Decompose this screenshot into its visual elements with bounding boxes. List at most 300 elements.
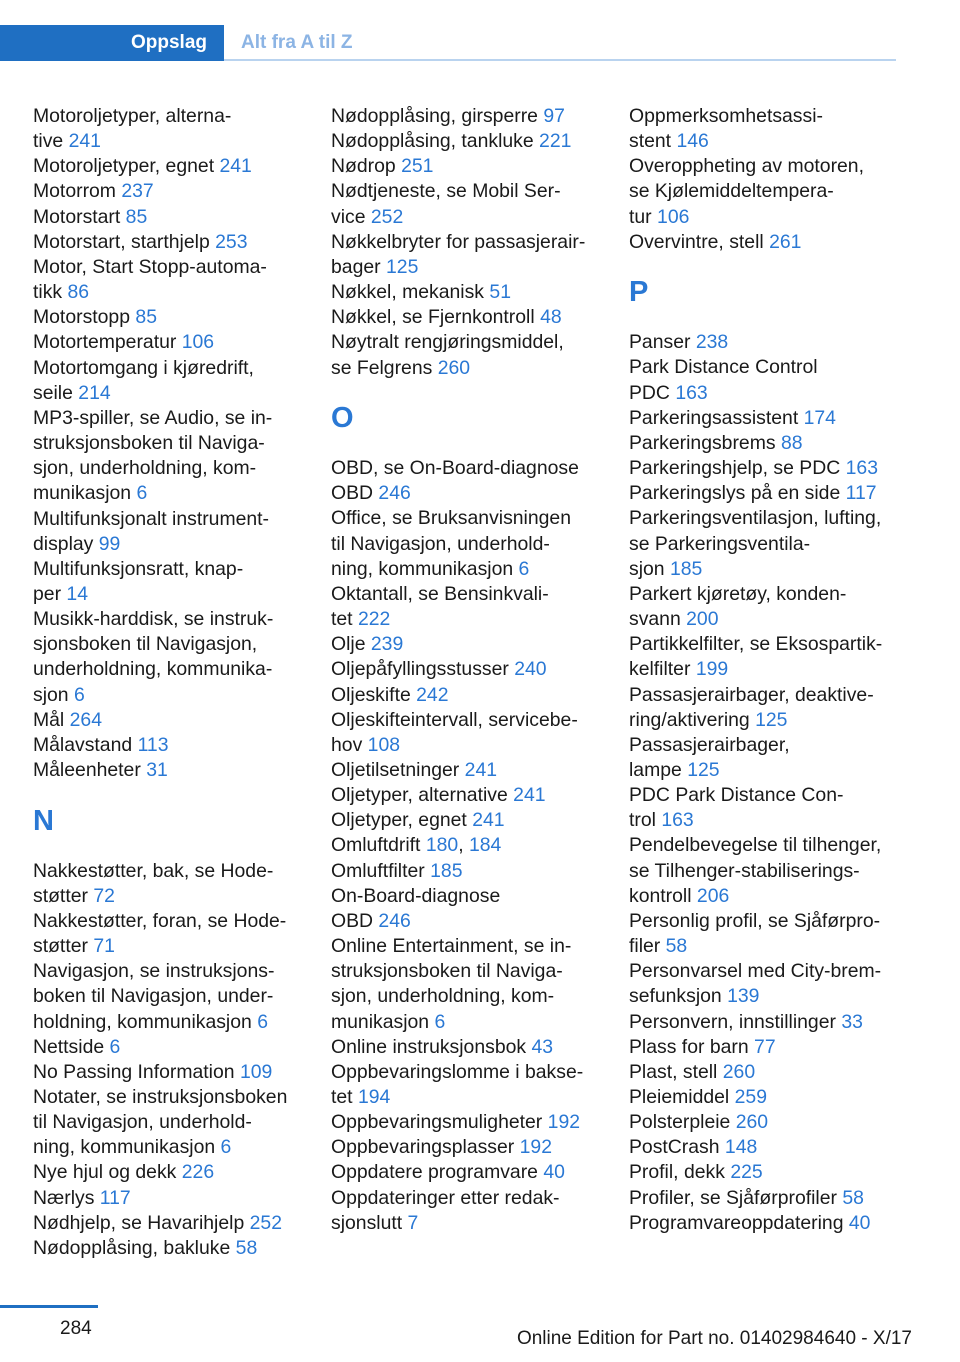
- index-entry: [331, 456, 606, 506]
- index-entry: [331, 1060, 606, 1110]
- index-entry-label: Park Distance Control: [629, 356, 818, 379]
- index-entry-label: Overvintre, stell: [629, 230, 764, 253]
- page-link[interactable]: 180: [425, 834, 459, 857]
- index-entry-text: [33, 205, 308, 230]
- index-entry-label: Parkeringsventilasjon, lufting,: [629, 507, 882, 530]
- index-entry-text: [629, 632, 897, 657]
- index-entry: [629, 1035, 897, 1060]
- index-entry: [33, 356, 308, 406]
- index-entry: [629, 959, 897, 1009]
- index-entry-text: [33, 909, 308, 934]
- index-entry-text: [629, 179, 897, 204]
- index-entry: [33, 230, 308, 255]
- index-entry: [331, 657, 606, 682]
- page-link[interactable]: 6: [220, 1136, 232, 1159]
- index-entry: [629, 909, 897, 959]
- index-entry: [331, 104, 606, 129]
- index-entry-text: [629, 1186, 897, 1211]
- index-entry-text: [33, 758, 308, 783]
- index-entry: [331, 1035, 606, 1060]
- index-entry: [33, 1060, 308, 1085]
- index-entry-label: On-Board-diagnose: [331, 884, 501, 907]
- index-entry-label: kelfilter: [629, 658, 691, 681]
- index-entry-text: [33, 481, 308, 506]
- page-link[interactable]: 242: [416, 683, 449, 706]
- index-entry-label: Nødopplåsing, girsperre: [331, 105, 538, 127]
- index-entry-label: tet: [331, 608, 353, 631]
- index-entry-text: [33, 255, 308, 280]
- index-entry-text: [629, 1010, 897, 1035]
- index-entry-text: [331, 708, 606, 733]
- index-entry: [33, 758, 308, 783]
- index-entry-text: [629, 884, 897, 909]
- page-link[interactable]: 241: [472, 809, 505, 832]
- index-entry: [33, 255, 308, 305]
- index-entry: [33, 909, 308, 959]
- index-entry-label: Navigasjon, se instruksjons-: [33, 960, 275, 983]
- index-entry-label: se Felgrens: [331, 356, 433, 379]
- page-link[interactable]: 6: [518, 557, 530, 580]
- index-entry-label: Passasjerairbager,: [629, 733, 790, 756]
- index-entry-text: [331, 808, 606, 833]
- index-entry-label: Polsterpleie: [629, 1111, 731, 1134]
- index-entry-text: [629, 808, 897, 833]
- index-entry-label: Oljeskifteintervall, servicebe-: [331, 708, 578, 731]
- index-entry: [629, 406, 897, 431]
- index-entry-label: støtter: [33, 884, 88, 907]
- index-entry: [629, 154, 897, 229]
- index-entry-text: [331, 481, 606, 506]
- index-entry-text: [331, 1135, 606, 1160]
- index-column-3: [629, 104, 897, 1236]
- page-link[interactable]: 117: [845, 482, 877, 505]
- page-link[interactable]: 7: [407, 1211, 419, 1234]
- index-entry: [331, 884, 606, 934]
- index-entry: [629, 431, 897, 456]
- index-entry: [331, 833, 606, 858]
- index-entry: [629, 1135, 897, 1160]
- page-link[interactable]: 125: [386, 255, 419, 278]
- index-entry: [33, 708, 308, 733]
- index-entry-text: [33, 733, 308, 758]
- index-entry: [33, 179, 308, 204]
- page-link[interactable]: 246: [378, 909, 411, 932]
- page-link[interactable]: 185: [430, 859, 463, 882]
- page-link[interactable]: 184: [468, 834, 502, 857]
- index-entry-label: trol: [629, 809, 656, 832]
- index-entry-text: [33, 1035, 308, 1060]
- page-link[interactable]: 241: [68, 130, 101, 153]
- page-link[interactable]: 40: [543, 1161, 565, 1184]
- index-entry-text: [629, 959, 897, 984]
- index-entry: [331, 506, 606, 581]
- index-entry: [331, 582, 606, 632]
- page-link[interactable]: 214: [78, 381, 111, 404]
- page-link[interactable]: 6: [434, 1010, 446, 1033]
- index-entry-label: tet: [331, 1086, 353, 1109]
- index-entry-label: munikasjon: [33, 482, 132, 505]
- index-entry: [629, 1211, 897, 1236]
- index-entry-label: Oppdatere programvare: [331, 1161, 538, 1184]
- index-entry: [33, 959, 308, 1034]
- index-entry-text: [629, 833, 897, 858]
- index-entry-text: [33, 456, 308, 481]
- index-entry-label: se Kjølemiddeltempera-: [629, 180, 834, 203]
- index-entry-text: [629, 456, 897, 481]
- page-link[interactable]: 252: [249, 1211, 282, 1234]
- index-entry-text: [33, 507, 308, 532]
- page-link[interactable]: 251: [401, 155, 434, 178]
- index-entry: [629, 1010, 897, 1035]
- page-link[interactable]: 185: [669, 557, 703, 580]
- index-entry-label: Omluftfilter: [331, 859, 425, 882]
- index-entry-text: [629, 381, 897, 406]
- page-link[interactable]: 226: [181, 1161, 215, 1184]
- index-entry-label: per: [33, 582, 62, 605]
- page-link[interactable]: 221: [539, 130, 572, 153]
- tab-alt-fra-a-til-z[interactable]: Alt fra A til Z: [241, 32, 353, 53]
- index-entry: [331, 808, 606, 833]
- index-entry-label: Nødopplåsing, bakluke: [33, 1236, 231, 1259]
- index-entry-label: Motorstart: [33, 205, 121, 228]
- index-entry-label: Nakkestøtter, foran, se Hode-: [33, 909, 287, 932]
- index-entry: [33, 1186, 308, 1211]
- index-entry-text: [33, 582, 308, 607]
- index-entry-text: [331, 758, 606, 783]
- index-entry-text: [629, 1211, 897, 1236]
- index-entry-label: tive: [33, 130, 64, 153]
- index-entry-label: Parkeringslys på en side: [629, 482, 841, 505]
- page-link[interactable]: 139: [727, 985, 760, 1008]
- index-entry: [331, 230, 606, 280]
- index-entry-label: Motorstopp: [33, 306, 131, 329]
- page-link[interactable]: 99: [98, 532, 121, 555]
- index-entry: [331, 1186, 606, 1236]
- index-entry-text: [331, 456, 606, 481]
- index-entry-text: [629, 431, 897, 456]
- page-link[interactable]: 58: [842, 1186, 864, 1209]
- page-link[interactable]: 88: [780, 431, 803, 454]
- index-entry-text: [33, 984, 308, 1009]
- index-entry-label: Nødhjelp, se Havarihjelp: [33, 1211, 245, 1234]
- index-entry-text: [33, 330, 308, 355]
- index-entry-text: [33, 406, 308, 431]
- header: [0, 0, 960, 62]
- index-entry-label: Personvern, innstillinger: [629, 1010, 836, 1033]
- index-entry: [33, 733, 308, 758]
- tab-oppslag[interactable]: Oppslag: [0, 25, 224, 61]
- page-link[interactable]: 260: [437, 356, 471, 379]
- index-entry-text: [331, 154, 606, 179]
- page-link[interactable]: 6: [136, 482, 148, 505]
- index-entry: [629, 833, 897, 908]
- index-entry-label: se Parkeringsventila-: [629, 532, 811, 555]
- index-entry-label: sjon, underholdning, kom-: [33, 457, 257, 480]
- index-entry-label: Multifunksjonsratt, knap-: [33, 557, 244, 580]
- index-entry: [629, 1085, 897, 1110]
- index-entry-label: Nøkkel, mekanisk: [331, 281, 485, 304]
- index-entry-text: [33, 431, 308, 456]
- page-link[interactable]: 125: [687, 758, 720, 781]
- page-link[interactable]: 6: [73, 683, 85, 706]
- index-column-2: [331, 104, 606, 1236]
- index-entry: [331, 305, 606, 330]
- page-link[interactable]: 253: [215, 230, 248, 253]
- page-link[interactable]: 72: [93, 884, 115, 907]
- index-entry-label: Oljetyper, egnet: [331, 809, 467, 832]
- index-entry-text: [33, 154, 308, 179]
- index-entry-label: ring/aktivering: [629, 708, 750, 731]
- index-entry-text: [629, 733, 897, 758]
- page-link[interactable]: 6: [257, 1010, 268, 1033]
- page-link[interactable]: 238: [695, 331, 729, 354]
- index-entry-text: [629, 506, 897, 531]
- index-entry-text: [33, 1135, 308, 1160]
- index-entry-label: Personvarsel med City-brem-: [629, 960, 882, 983]
- index-entry-text: [629, 758, 897, 783]
- index-entry-label: bager: [331, 255, 381, 278]
- index-entry: [331, 632, 606, 657]
- page-link[interactable]: 77: [754, 1035, 776, 1058]
- index-entry: [331, 783, 606, 808]
- index-entry-label: struksjonsboken til Naviga-: [33, 432, 265, 455]
- page-link[interactable]: 146: [676, 130, 709, 153]
- index-entry-text: [33, 708, 308, 733]
- index-entry: [629, 1160, 897, 1185]
- page-link[interactable]: 260: [722, 1060, 756, 1083]
- index-entry-label: Office, se Bruksanvisningen: [331, 507, 571, 530]
- index-entry-text: [331, 959, 606, 984]
- index-entry: [33, 104, 308, 154]
- page-link[interactable]: 241: [464, 758, 498, 781]
- page-link[interactable]: 33: [841, 1010, 863, 1033]
- index-entry: [629, 1186, 897, 1211]
- page-link[interactable]: 117: [99, 1186, 131, 1209]
- index-entry-text: [629, 683, 897, 708]
- index-entry-label: sjonslutt: [331, 1211, 403, 1234]
- index-entry-label: Oljeskifte: [331, 683, 411, 706]
- page-link[interactable]: 58: [235, 1236, 258, 1259]
- page-link[interactable]: 31: [146, 759, 168, 782]
- index-entry-label: Musikk-harddisk, se instruk-: [33, 608, 274, 631]
- page-link[interactable]: 260: [735, 1111, 769, 1134]
- index-entry-label: Nakkestøtter, bak, se Hode-: [33, 859, 274, 882]
- page-link[interactable]: 113: [137, 733, 169, 756]
- page-link[interactable]: 58: [665, 935, 688, 958]
- page-link[interactable]: 106: [657, 205, 690, 228]
- index-entry-label: tikk: [33, 281, 63, 304]
- index-entry-label: Online instruksjonsbok: [331, 1035, 527, 1058]
- index-entry-text: [33, 683, 308, 708]
- index-entry-label: munikasjon: [331, 1010, 430, 1033]
- index-entry: [331, 330, 606, 380]
- index-entry-label: til Navigasjon, underhold-: [33, 1111, 252, 1134]
- index-entry-text: [331, 104, 606, 129]
- page-link[interactable]: 261: [769, 230, 802, 253]
- index-entry-label: Parkeringshjelp, se PDC: [629, 457, 841, 480]
- page-link[interactable]: 192: [519, 1136, 552, 1159]
- index-entry-text: [331, 1085, 606, 1110]
- index-entry-label: Målavstand: [33, 733, 133, 756]
- index-entry: [331, 154, 606, 179]
- index-entry-text: [629, 1035, 897, 1060]
- index-entry-label: struksjonsboken til Naviga-: [331, 960, 563, 983]
- index-entry-text: [331, 607, 606, 632]
- page-link[interactable]: 163: [845, 457, 878, 480]
- index-entry-text: [629, 1110, 897, 1135]
- index-entry-text: [331, 1010, 606, 1035]
- page-number: 284: [60, 1318, 92, 1339]
- index-entry: [629, 456, 897, 481]
- index-entry-text: [331, 582, 606, 607]
- header-divider: [224, 59, 896, 61]
- page-link[interactable]: 97: [543, 105, 565, 127]
- page-link[interactable]: 85: [135, 306, 157, 329]
- index-entry: [33, 205, 308, 230]
- page-link[interactable]: 237: [121, 180, 154, 203]
- index-entry-text: [331, 205, 606, 230]
- index-entry-label: svann: [629, 608, 681, 631]
- page-link[interactable]: 192: [547, 1111, 581, 1134]
- index-entry-text: [33, 1010, 308, 1035]
- page-link[interactable]: 241: [219, 155, 252, 178]
- index-entry-text: [629, 657, 897, 682]
- page-link[interactable]: 106: [181, 331, 215, 354]
- index-entry-label: sjonsboken til Navigasjon,: [33, 633, 258, 656]
- index-entry: [331, 1135, 606, 1160]
- index-entry-text: [33, 129, 308, 154]
- page-link[interactable]: 148: [724, 1136, 758, 1159]
- index-entry: [629, 683, 897, 733]
- index-entry-label: Motorrom: [33, 180, 116, 203]
- index-entry: [33, 1085, 308, 1160]
- index-entry-text: [331, 934, 606, 959]
- index-entry: [629, 582, 897, 632]
- page-link[interactable]: 174: [803, 406, 836, 429]
- page-link[interactable]: 199: [695, 658, 729, 681]
- index-entry-text: [331, 330, 606, 355]
- page-link[interactable]: 222: [357, 608, 391, 631]
- index-entry-text: [629, 909, 897, 934]
- page-link[interactable]: 109: [239, 1060, 273, 1083]
- page-link[interactable]: 14: [66, 582, 88, 605]
- index-entry: [331, 758, 606, 783]
- index-entry-text: [629, 230, 897, 255]
- index-entry-text: [331, 884, 606, 909]
- index-entry-text: [331, 280, 606, 305]
- index-entry-label: Motortemperatur: [33, 331, 177, 354]
- index-entry: [33, 330, 308, 355]
- page-link[interactable]: 86: [67, 281, 90, 304]
- index-entry: [33, 859, 308, 909]
- index-entry-text: [629, 129, 897, 154]
- index-entry-text: [331, 1110, 606, 1135]
- page-link[interactable]: 71: [93, 935, 115, 958]
- index-letter-heading: O: [331, 402, 354, 435]
- index-entry-label: Olje: [331, 633, 366, 656]
- index-entry-text: [629, 330, 897, 355]
- index-entry-label: til Navigasjon, underhold-: [331, 532, 550, 555]
- page-link[interactable]: 43: [531, 1035, 554, 1058]
- index-entry-label: Omluftdrift: [331, 834, 421, 857]
- index-entry-label: Plast, stell: [629, 1060, 718, 1083]
- index-entry-text: [331, 683, 606, 708]
- index-entry: [331, 129, 606, 154]
- page-link[interactable]: 125: [755, 708, 788, 731]
- page-link[interactable]: 241: [513, 784, 546, 807]
- index-entry: [331, 708, 606, 758]
- index-entry: [33, 305, 308, 330]
- index-entry-label: OBD, se On-Board-diagnose: [331, 457, 579, 480]
- index-entry-label: sjon: [33, 683, 69, 706]
- index-entry-text: [331, 657, 606, 682]
- index-entry-text: [629, 406, 897, 431]
- page-link[interactable]: 51: [489, 281, 511, 304]
- index-entry-text: [629, 205, 897, 230]
- index-entry-text: [331, 984, 606, 1009]
- index-entry-text: [33, 1085, 308, 1110]
- index-entry-text: [629, 607, 897, 632]
- page-link[interactable]: 163: [675, 381, 708, 404]
- page-link[interactable]: 239: [370, 633, 404, 656]
- index-entry: [629, 355, 897, 405]
- index-entry-label: filer: [629, 935, 661, 958]
- index-entry-label: No Passing Information: [33, 1060, 235, 1083]
- index-entry-text: [33, 104, 308, 129]
- index-entry-text: [629, 984, 897, 1009]
- index-entry-text: [33, 1060, 308, 1085]
- page-link[interactable]: 48: [540, 306, 562, 329]
- page-link[interactable]: 6: [109, 1035, 121, 1058]
- index-entry-text: [33, 884, 308, 909]
- index-entry-label: støtter: [33, 935, 88, 958]
- page-link[interactable]: 259: [734, 1086, 767, 1109]
- index-entry-label: Parkeringsassistent: [629, 406, 799, 429]
- page-link[interactable]: 108: [367, 733, 401, 756]
- page-link[interactable]: 252: [370, 205, 404, 228]
- page-link[interactable]: 225: [730, 1161, 763, 1184]
- page-link[interactable]: 40: [848, 1211, 871, 1234]
- footer-divider: [0, 1305, 98, 1308]
- index-entry-label: Parkeringsbrems: [629, 431, 776, 454]
- page-link[interactable]: 200: [686, 608, 719, 631]
- page-link[interactable]: 206: [696, 884, 730, 907]
- index-entry-label: Motortomgang i kjøredrift,: [33, 356, 254, 379]
- page-link[interactable]: 264: [69, 708, 102, 731]
- index-entry: [33, 154, 308, 179]
- index-entry-label: Nøytralt rengjøringsmiddel,: [331, 331, 564, 354]
- index-entry-text: [629, 859, 897, 884]
- index-entry-label: Oljepåfyllingsstusser: [331, 658, 509, 681]
- index-entry-label: Nødopplåsing, tankluke: [331, 130, 534, 153]
- index-entry-label: PDC Park Distance Con-: [629, 784, 844, 807]
- page-link[interactable]: 246: [378, 482, 411, 505]
- index-entry-text: [629, 355, 897, 380]
- index-letter-heading: N: [33, 804, 54, 837]
- index-entry-text: [331, 506, 606, 531]
- index-entry-label: PostCrash: [629, 1136, 720, 1159]
- index-entry: [629, 632, 897, 682]
- page-link[interactable]: 194: [357, 1086, 391, 1109]
- page-link[interactable]: 163: [661, 809, 694, 832]
- index-entry-text: [331, 1211, 606, 1236]
- index-entry-label: Nødtjeneste, se Mobil Ser-: [331, 180, 561, 203]
- index-entry: [331, 1110, 606, 1135]
- index-entry-text: [629, 582, 897, 607]
- page-link[interactable]: 240: [514, 658, 547, 681]
- page-link[interactable]: 85: [125, 205, 148, 228]
- index-entry-text: [331, 1160, 606, 1185]
